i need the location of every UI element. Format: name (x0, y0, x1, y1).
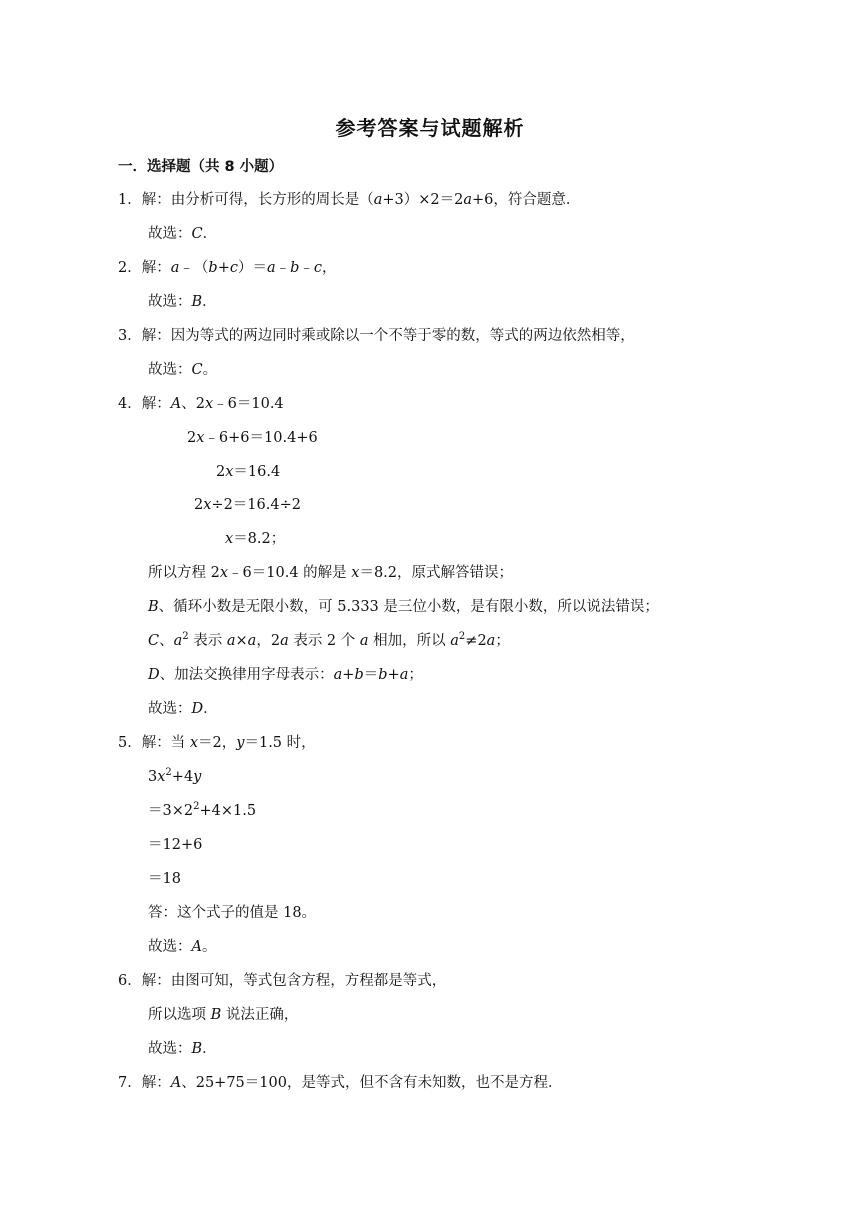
q6-reasoning: 所以选项 B 说法正确， (148, 1007, 299, 1023)
q2-solution-line: 2．解：a﹣（b+c）＝a﹣b﹣c， (118, 260, 337, 276)
section-heading: 一．选择题（共 8 小题） (118, 159, 284, 175)
q1-solution-line: 1．解：由分析可得，长方形的周长是（a+3）×2＝2a+6，符合题意． (118, 192, 581, 208)
q6-solution-line: 6．解：由图可知，等式包含方程，方程都是等式， (118, 973, 447, 989)
q4-conclusion-a: 所以方程 2x﹣6＝10.4 的解是 x＝8.2，原式解答错误； (148, 565, 514, 581)
q1-choice: 故选：C． (148, 226, 218, 242)
q4-step-2: 2x﹣6+6＝10.4+6 (187, 430, 318, 446)
q5-solution-line: 5．解：当 x＝2，y＝1.5 时， (118, 735, 316, 751)
q4-step-5: x＝8.2； (225, 531, 286, 547)
q4-solution-line: 4．解：A、2x﹣6＝10.4 (118, 396, 284, 412)
q4-step-4: 2x÷2＝16.4÷2 (194, 497, 301, 513)
q5-step-1: $=3\times 2^2+4\times 1.5$ (148, 801, 257, 819)
q3-solution-line: 3．解：因为等式的两边同时乘或除以一个不等于零的数，等式的两边依然相等， (118, 328, 635, 344)
q4-option-c: C、$a^2$ 表示 a×a，2a 表示 2 个 a 相加，所以 $a^2\ne 2a$； (148, 631, 510, 649)
q6-choice: 故选：B． (148, 1041, 217, 1057)
q4-choice: 故选：D． (148, 701, 218, 717)
page-title: 参考答案与试题解析 (335, 116, 525, 140)
q5-step-2: ＝12+6 (148, 837, 203, 853)
q4-step-3: 2x＝16.4 (216, 464, 281, 480)
q5-choice: 故选：A。 (148, 939, 217, 955)
q3-choice: 故选：C。 (148, 362, 218, 378)
q5-step-3: ＝18 (148, 871, 181, 887)
q7-solution-line: 7．解：A、25+75＝100，是等式，但不含有未知数，也不是方程． (118, 1075, 563, 1091)
q4-option-b: B、循环小数是无限小数，可 5.333 是三位小数，是有限小数，所以说法错误； (148, 599, 659, 615)
q5-expression: $3x^2+4y$ (148, 767, 202, 785)
q2-choice: 故选：B． (148, 294, 217, 310)
q5-answer: 答：这个式子的值是 18。 (148, 905, 317, 921)
q4-option-d: D、加法交换律用字母表示：a+b＝b+a； (148, 667, 423, 683)
